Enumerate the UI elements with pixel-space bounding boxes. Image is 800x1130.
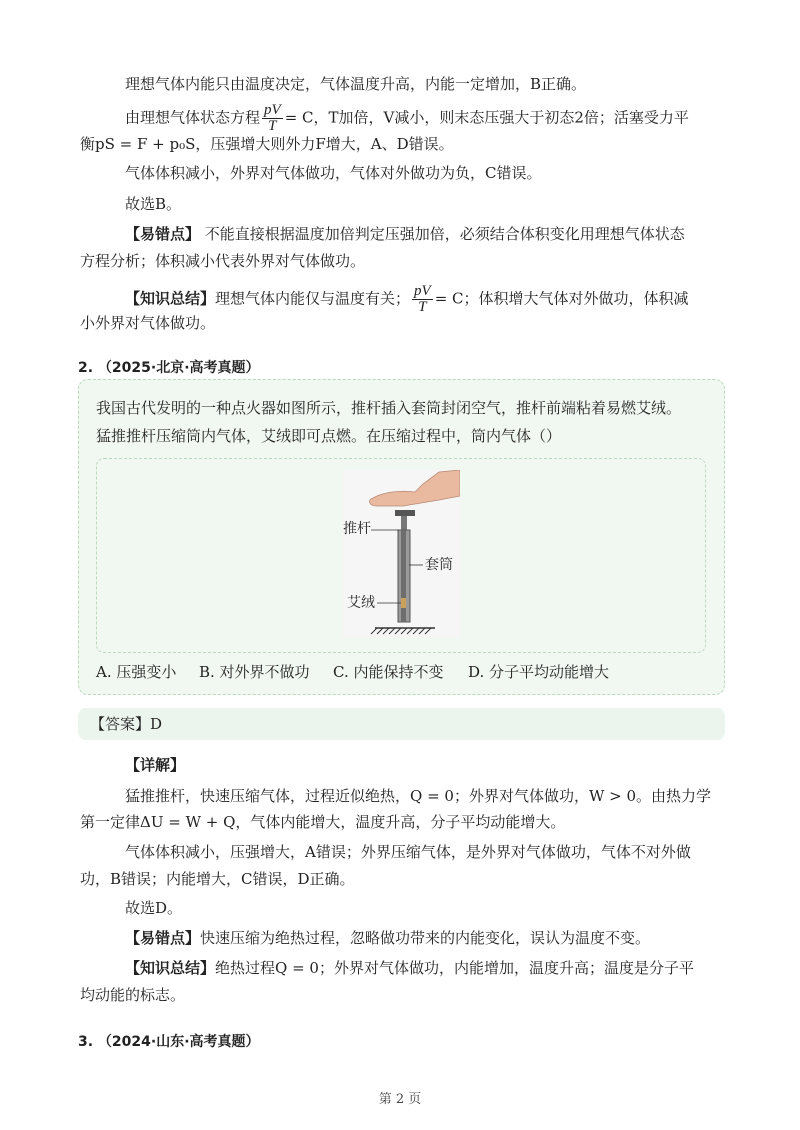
option-a: A. 压强变小: [96, 663, 177, 681]
knowledge-summary: [125, 284, 689, 315]
detail-line: 第一定律ΔU = W + Q，气体内能增大，温度升高，分子平均动能增大。: [80, 813, 566, 831]
detail-line: 功，B错误；内能增大，C错误，D正确。: [80, 870, 355, 888]
answer-bar: [78, 708, 725, 740]
option-b: B. 对外界不做功: [199, 663, 310, 681]
mistake-point-cont: 方程分析；体积减小代表外界对气体做功。: [80, 252, 366, 270]
label-rod: 推杆: [343, 521, 371, 537]
summary-label: 【知识总结】: [125, 959, 216, 977]
question-stem: 我国古代发明的一种点火器如图所示，推杆插入套筒封闭空气，推杆前端粘着易燃艾绒。: [96, 399, 682, 417]
question-header: 2. （2025·北京·高考真题）: [78, 360, 260, 376]
knowledge-summary-cont: 均动能的标志。: [80, 986, 186, 1004]
option-c: C. 内能保持不变: [333, 663, 444, 681]
explanation-line: 气体体积减小，外界对气体做功，气体对外做功为负，C错误。: [125, 164, 542, 182]
explanation-line: [125, 103, 689, 134]
explanation-line: 衡pS = F + p₀S，压强增大则外力F增大，A、D错误。: [80, 135, 454, 153]
text-fragment: 由理想气体状态方程: [125, 108, 261, 127]
detail-line: 气体体积减小，压强增大，A错误；外界压缩气体，是外界对气体做功，气体不对外做: [125, 843, 691, 861]
option-d: D. 分子平均动能增大: [468, 663, 610, 681]
text-fragment: = C，T加倍，V减小，则末态压强大于初态2倍；活塞受力平: [284, 108, 689, 127]
mistake-label: 【易错点】: [125, 225, 201, 243]
detail-label: 【详解】: [125, 756, 186, 774]
label-tube: 套筒: [425, 557, 453, 573]
mistake-point: [125, 224, 685, 244]
fraction: [262, 103, 283, 134]
detail-line: 故选D。: [125, 899, 183, 917]
knowledge-summary: [125, 958, 694, 978]
question-header: 3. （2024·山东·高考真题）: [78, 1034, 260, 1050]
question-stem: 猛推推杆压缩筒内气体，艾绒即可点燃。在压缩过程中，筒内气体（）: [96, 427, 562, 445]
text-fragment: 不能直接根据温度加倍判定压强加倍，必须结合体积变化用理想气体状态: [204, 225, 685, 243]
text-fragment: 快速压缩为绝热过程，忽略做功带来的内能变化，误认为温度不变。: [200, 929, 651, 947]
fraction-numerator: pV: [414, 283, 431, 299]
page-number: 第 2 页: [378, 1092, 422, 1107]
mistake-label: 【易错点】: [125, 929, 201, 947]
fraction-numerator: pV: [264, 102, 281, 118]
text-fragment: 理想气体内能仅与温度有关；: [215, 289, 411, 308]
fraction-denominator: T: [268, 118, 277, 134]
explanation-line: 故选B。: [125, 195, 182, 213]
mistake-point: [125, 928, 650, 948]
knowledge-summary-cont: 小外界对气体做功。: [80, 314, 216, 332]
fraction-denominator: T: [418, 299, 427, 315]
summary-label: 【知识总结】: [125, 289, 216, 308]
fire-piston-figure: [343, 470, 460, 638]
text-fragment: 绝热过程Q = 0；外界对气体做功，内能增加，温度升高；温度是分子平: [215, 959, 694, 977]
detail-line: 猛推推杆，快速压缩气体，过程近似绝热，Q = 0；外界对气体做功，W > 0。由热力学: [125, 787, 712, 805]
text-fragment: = C；体积增大气体对外做功，体积减: [434, 289, 689, 308]
label-tinder: 艾绒: [347, 595, 375, 611]
hand-icon: [370, 470, 460, 506]
explanation-line: 理想气体内能只由温度决定，气体温度升高，内能一定增加，B正确。: [125, 75, 587, 93]
fraction: [412, 284, 433, 315]
answer-text: 【答案】D: [90, 715, 163, 733]
